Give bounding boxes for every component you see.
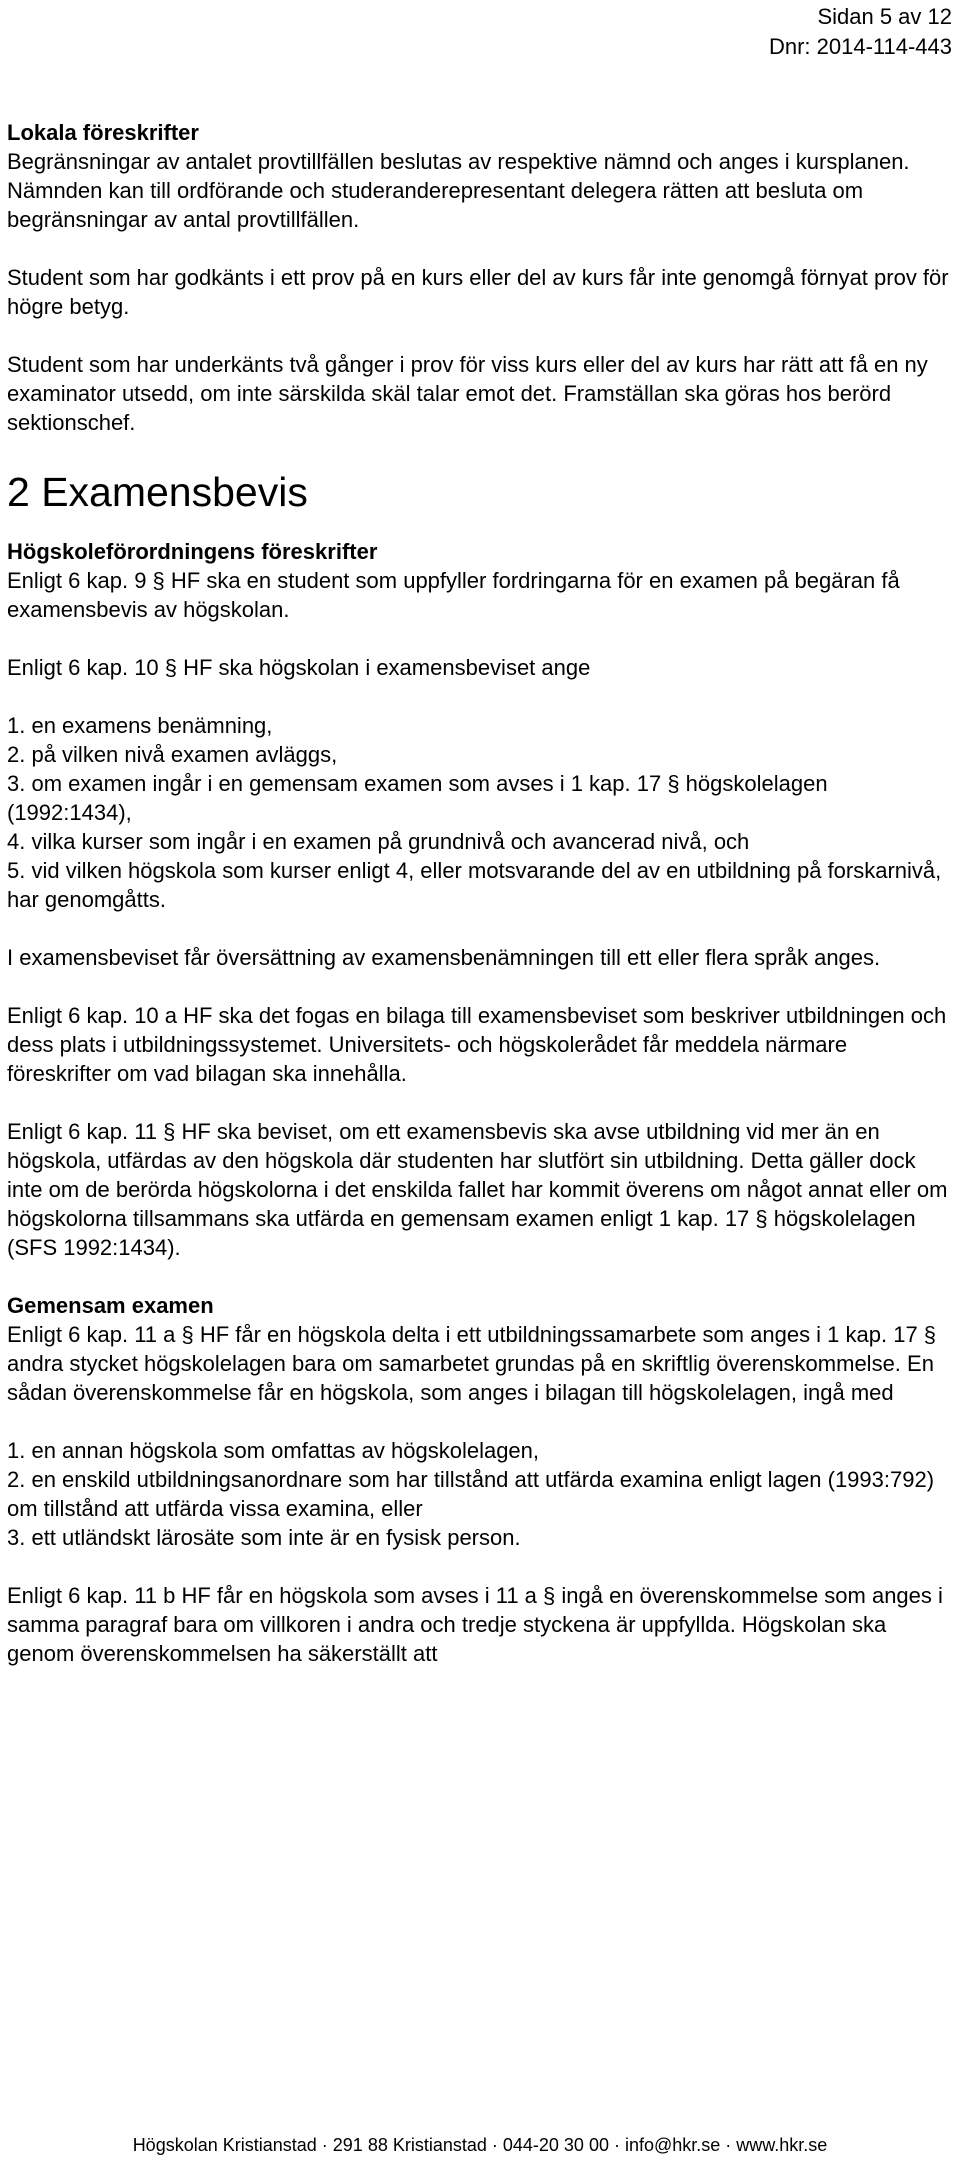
numbered-list — [7, 711, 952, 914]
paragraph: Enligt 6 kap. 11 § HF ska beviset, om ett examensbevis ska avse utbildning vid mer än en högskola, utfärdas av den högskola där studenten har slutfört sin utbildning. Detta gäller dock inte om de berörda högskolorna i det enskilda fallet har kommit överens om något annat eller om högskolorna tillsammans ska utfärda en gemensam examen enligt 1 kap. 17 § högskolelagen (SFS 1992:1434). — [7, 1119, 948, 1260]
list-item: 1. en annan högskola som omfattas av högskolelagen, — [7, 1438, 540, 1463]
section-heading-gemensam-examen: Gemensam examen — [7, 1293, 214, 1318]
list-item: 3. om examen ingår i en gemensam examen som avses i 1 kap. 17 § högskolelagen (1992:1434), — [7, 771, 828, 825]
paragraph: Student som har godkänts i ett prov på en kurs eller del av kurs får inte genomgå förnyat prov för högre betyg. — [7, 265, 949, 319]
list-item: 1. en examens benämning, — [7, 713, 273, 738]
list-item: 5. vid vilken högskola som kurser enligt 4, eller motsvarande del av en utbildning på forskarnivå, har genomgåtts. — [7, 858, 942, 912]
list-item: 3. ett utländskt lärosäte som inte är en fysisk person. — [7, 1525, 521, 1550]
numbered-list — [7, 1436, 952, 1552]
paragraph: I examensbeviset får översättning av examensbenämningen till ett eller flera språk anges. — [7, 945, 881, 970]
page-header — [769, 2, 952, 62]
page-footer: Högskolan Kristianstad · 291 88 Kristianstad · 044-20 30 00 · info@hkr.se · www.hkr.se — [132, 2135, 828, 2155]
paragraph: Begränsningar av antalet provtillfällen beslutas av respektive nämnd och anges i kursplanen. Nämnden kan till ordförande och studeranderepresentant delegera rätten att besluta om begränsningar av antal provtillfällen. — [7, 149, 910, 232]
paragraph: Enligt 6 kap. 11 b HF får en högskola som avses i 11 a § ingå en överenskommelse som anges i samma paragraf bara om villkoren i andra och tredje styckena är uppfyllda. Högskolan ska genom överenskommelsen ha säkerställt att — [7, 1583, 943, 1666]
section-subheading: Högskoleförordningens föreskrifter — [7, 539, 378, 564]
paragraph: Enligt 6 kap. 10 a HF ska det fogas en bilaga till examensbeviset som beskriver utbildningen och dess plats i utbildningssystemet. Universitets- och högskolerådet får meddela närmare föreskrifter om vad bilagan ska innehålla. — [7, 1003, 947, 1086]
list-item: 2. på vilken nivå examen avläggs, — [7, 742, 338, 767]
list-item: 2. en enskild utbildningsanordnare som har tillstånd att utfärda examina enligt lagen (1993:792) om tillstånd att utfärda vissa examina, eller — [7, 1467, 935, 1521]
paragraph: Enligt 6 kap. 10 § HF ska högskolan i examensbeviset ange — [7, 655, 591, 680]
paragraph: Enligt 6 kap. 11 a § HF får en högskola delta i ett utbildningssamarbete som anges i 1 kap. 17 § andra stycket högskolelagen bara om samarbetet grundas på en skriftlig överenskommelse. En sådan överenskommelse får en högskola, som anges i bilagan till högskolelagen, ingå med — [7, 1322, 937, 1405]
paragraph: Enligt 6 kap. 9 § HF ska en student som uppfyller fordringarna för en examen på begäran få examensbevis av högskolan. — [7, 568, 900, 622]
list-item: 4. vilka kurser som ingår i en examen på grundnivå och avancerad nivå, och — [7, 829, 750, 854]
page-number: Sidan 5 av 12 — [817, 4, 952, 29]
document-number: Dnr: 2014-114-443 — [768, 34, 952, 59]
chapter-title: 2 Examensbevis — [7, 469, 308, 515]
section-heading-local-rules: Lokala föreskrifter — [7, 120, 199, 145]
document-body — [7, 118, 952, 1668]
paragraph: Student som har underkänts två gånger i prov för viss kurs eller del av kurs har rätt att få en ny examinator utsedd, om inte särskilda skäl talar emot det. Framställan ska göras hos berörd sektionschef. — [7, 352, 928, 435]
